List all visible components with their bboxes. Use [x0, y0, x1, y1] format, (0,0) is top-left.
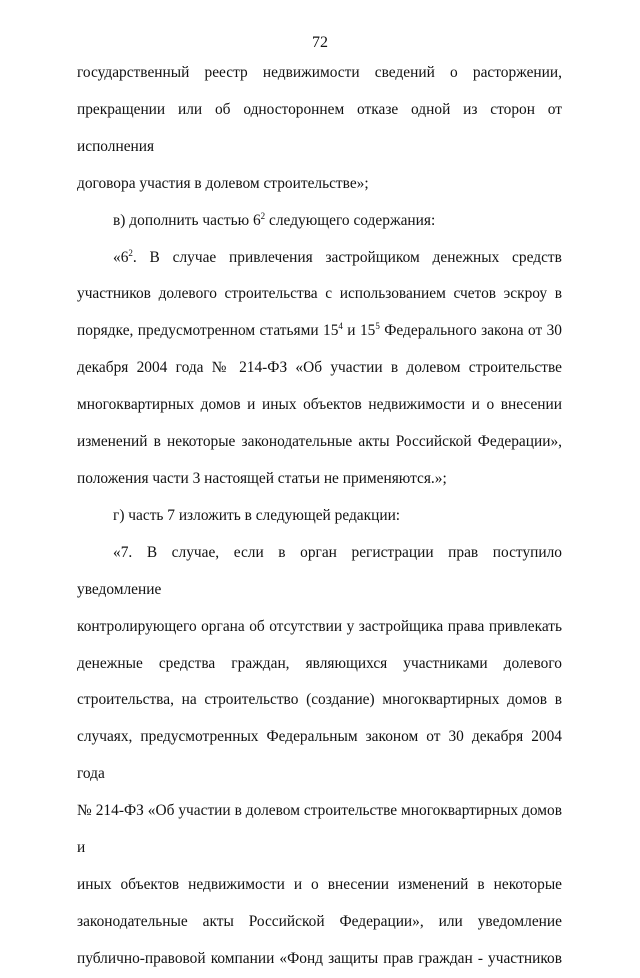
text-line: многоквартирных домов и иных объектов недвижимости и о внесении — [77, 396, 562, 414]
text-line: случаях, предусмотренных Федеральным законом от 30 декабря 2004 года — [77, 728, 562, 783]
text-line: «7. В случае, если в орган регистрации прав поступило уведомление — [77, 543, 562, 598]
text-line: строительства, на строительство (создание) многоквартирных домов в — [77, 691, 562, 709]
text-line: прекращении или об одностороннем отказе одной из сторон от исполнения — [77, 100, 562, 155]
text-line: декабря 2004 года № 214-ФЗ «Об участии в долевом строительстве — [77, 359, 562, 377]
text-line: порядке, предусмотренном статьями $15^4$ и $15^5$ Федерального закона от 30 — [77, 321, 562, 340]
paragraph-item-g — [77, 498, 562, 535]
text-line: участников долевого строительства с использованием счетов эскроу в — [77, 285, 562, 303]
paragraph-part-7 — [77, 535, 562, 978]
text-line: изменений в некоторые законодательные акты Российской Федерации», — [77, 433, 562, 451]
text-line: положения части 3 настоящей статьи не применяются.»; — [77, 469, 447, 487]
text-line: № 214-ФЗ «Об участии в долевом строительстве многоквартирных домов и — [77, 802, 562, 857]
text-line: договора участия в долевом строительстве»; — [77, 174, 369, 192]
document-body — [77, 55, 562, 978]
text-line: иных объектов недвижимости и о внесении изменений в некоторые — [77, 875, 562, 893]
text-line: «$6^2$. В случае привлечения застройщиком денежных средств — [113, 247, 562, 266]
text-line: публично-правовой компании «Фонд защиты прав граждан - участников — [77, 949, 562, 967]
text-line: государственный реестр недвижимости сведений о расторжении, — [77, 64, 562, 81]
paragraph-item-v — [77, 203, 562, 240]
text-line: в) дополнить частью $6^2$ следующего содержания: — [113, 210, 436, 229]
text-line: г) часть 7 изложить в следующей редакции: — [113, 506, 401, 524]
text-line: контролирующего органа об отсутствии у застройщика права привлекать — [77, 617, 562, 635]
page-number: 72 — [312, 34, 328, 51]
paragraph-continuation — [77, 55, 562, 203]
text-line: законодательные акты Российской Федерации», или уведомление — [77, 912, 562, 930]
paragraph-part-6-2 — [77, 240, 562, 498]
text-line: денежные средства граждан, являющихся участниками долевого — [77, 654, 562, 672]
